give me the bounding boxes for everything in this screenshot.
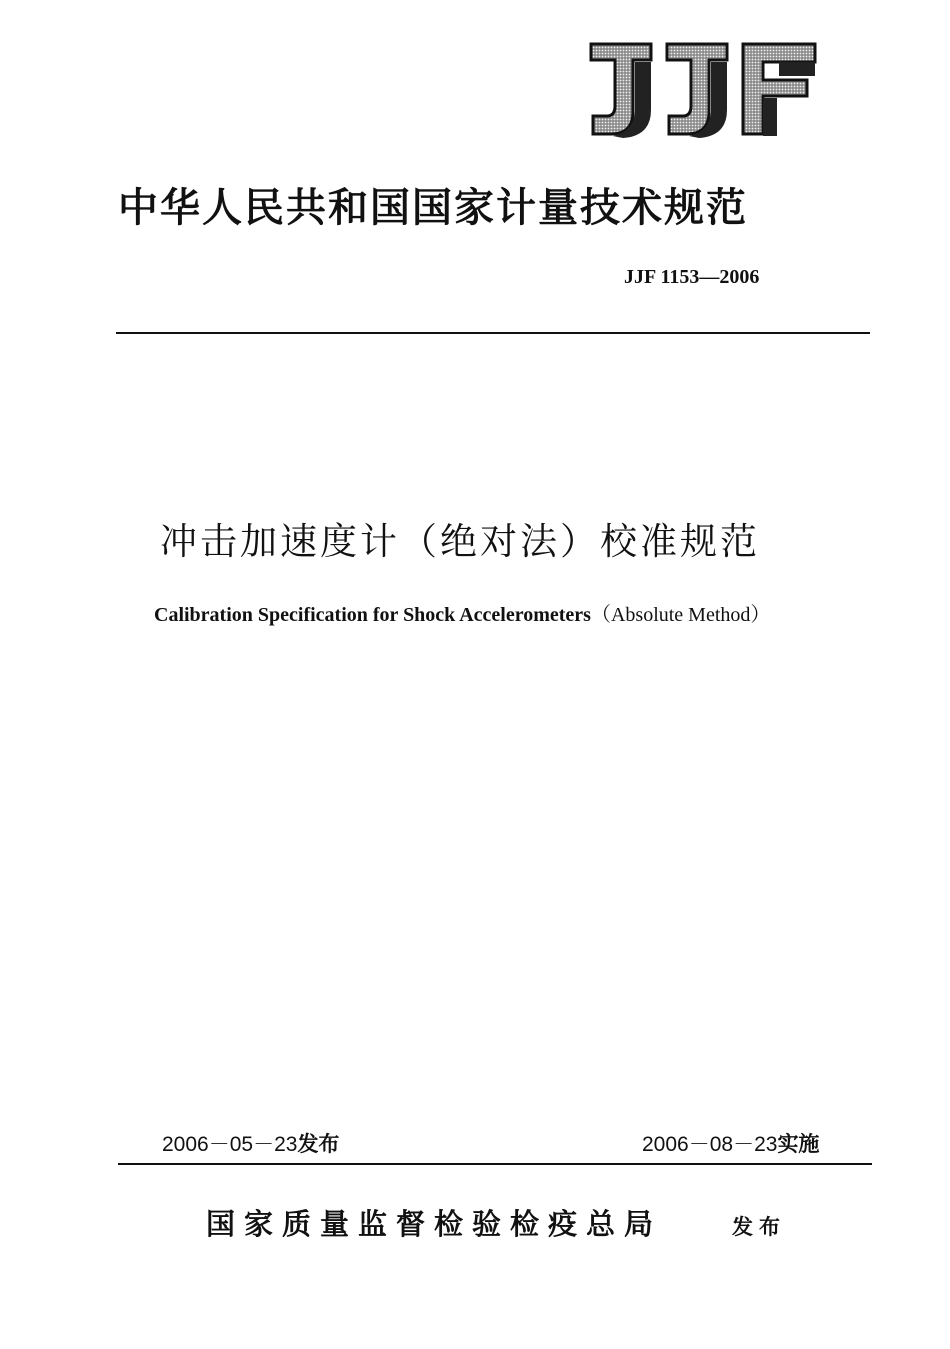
jjf-logo [583,40,823,140]
english-title [154,598,854,627]
issue-date [162,1128,339,1158]
issue-date-label: 发布 [297,1132,340,1156]
logo-letter-j1 [591,44,651,138]
logo-letter-f [743,44,815,136]
divider-bottom [118,1163,872,1165]
implementation-date-label: 实施 [777,1132,820,1156]
issuing-authority-suffix: 发布 [732,1215,786,1239]
issue-date-value: 2006－05－23 [162,1133,298,1156]
standard-code: JJF 1153—2006 [624,266,760,288]
divider-top [116,332,870,334]
national-title: 中华人民共和国国家计量技术规范 [118,185,748,231]
english-title-sub: （Absolute Method） [590,604,771,626]
issuing-authority: 国家质量监督检验检疫总局 [206,1207,663,1241]
implementation-date-value: 2006－08－23 [642,1133,778,1156]
implementation-date [642,1128,819,1158]
english-title-main: Calibration Specification for Shock Accelerometers [154,604,591,626]
logo-letter-j2 [667,44,727,138]
chinese-title: 冲击加速度计（绝对法）校准规范 [160,520,760,563]
